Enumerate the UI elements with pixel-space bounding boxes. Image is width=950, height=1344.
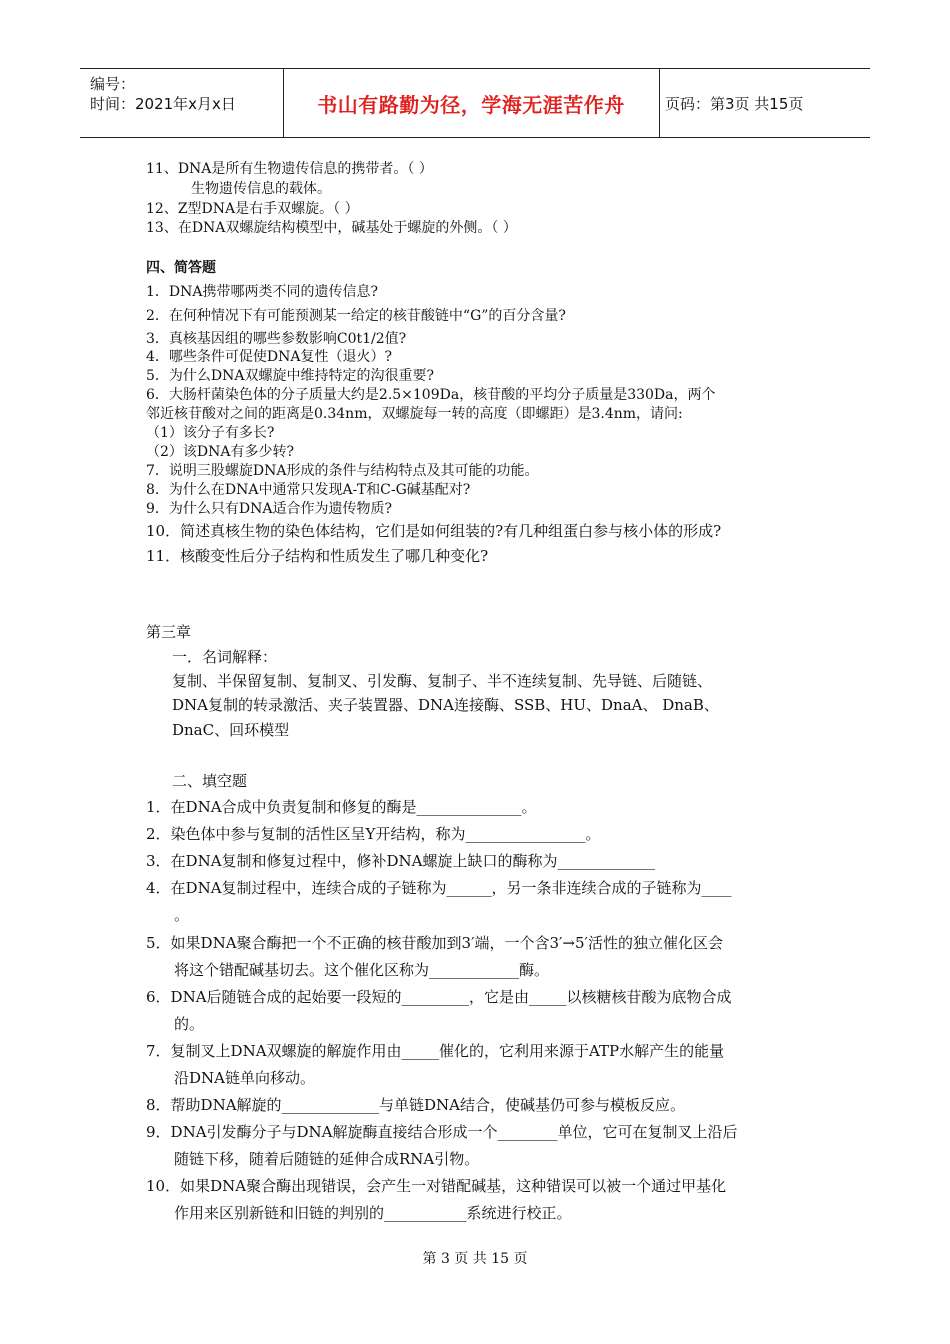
terms-line: DnaC、回环模型 — [172, 721, 290, 739]
fill-item: 8．帮助DNA解旋的_____________与单链DNA结合，使碱基仍可参与模板反应。 — [146, 1096, 686, 1114]
fill-item: 10．如果DNA聚合酶出现错误，会产生一对错配碱基，这种错误可以被一个通过甲基化 — [146, 1177, 727, 1195]
sa-item: 7．说明三股螺旋DNA形成的条件与结构特点及其可能的功能。 — [146, 463, 539, 479]
sa-item: 1．DNA携带哪两类不同的遗传信息? — [146, 284, 378, 300]
date-text: 时间：2021年x月x日 — [90, 95, 236, 113]
header-motto: 书山有路勤为径，学海无涯苦作舟 — [283, 69, 660, 137]
fill-item-cont: 的。 — [174, 1015, 205, 1033]
sa-item: （2）该DNA有多少转? — [146, 444, 294, 460]
page-header — [80, 68, 870, 138]
header-meta — [80, 69, 284, 137]
header-page-info: 页码：第3页 共15页 — [665, 94, 804, 113]
tf-item-11: 11、DNA是所有生物遗传信息的携带者。（ ） — [146, 161, 433, 177]
tf-item-11-cont: 生物遗传信息的载体。 — [191, 181, 331, 197]
fill-item-cont: 。 — [174, 906, 190, 924]
fill-item: 6．DNA后随链合成的起始要一段短的_________，它是由_____以核糖核苷酸为底物合成 — [146, 988, 732, 1006]
code-label: 编号： — [90, 75, 136, 93]
short-answer-heading: 四、简答题 — [146, 260, 216, 276]
fill-item-cont: 沿DNA链单向移动。 — [174, 1069, 315, 1087]
terms-heading: 一．名词解释： — [172, 648, 278, 666]
fill-item: 2．染色体中参与复制的活性区呈Y开结构，称为________________。 — [146, 825, 601, 843]
tf-item-13: 13、在DNA双螺旋结构模型中，碱基处于螺旋的外侧。（ ） — [146, 220, 517, 236]
fill-item: 3．在DNA复制和修复过程中，修补DNA螺旋上缺口的酶称为_____________ — [146, 852, 656, 870]
sa-item: 4．哪些条件可促使DNA复性（退火）? — [146, 349, 392, 365]
fill-item-cont: 将这个错配碱基切去。这个催化区称为____________酶。 — [174, 961, 550, 979]
fill-heading: 二、填空题 — [172, 772, 248, 790]
fill-item: 4．在DNA复制过程中，连续合成的子链称为______，另一条非连续合成的子链称为____ — [146, 879, 732, 897]
fill-item: 1．在DNA合成中负责复制和修复的酶是______________。 — [146, 798, 537, 816]
fill-item: 5．如果DNA聚合酶把一个不正确的核苷酸加到3′端，一个含3′→5′活性的独立催化区会 — [146, 934, 723, 952]
fill-item: 7．复制叉上DNA双螺旋的解旋作用由_____催化的，它利用来源于ATP水解产生的能量 — [146, 1042, 725, 1060]
fill-item: 9．DNA引发酶分子与DNA解旋酶直接结合形成一个________单位，它可在复制叉上沿后 — [146, 1123, 738, 1141]
page-footer: 第 3 页 共 15 页 — [422, 1251, 528, 1267]
sa-item: 8．为什么在DNA中通常只发现A-T和C-G碱基配对? — [146, 482, 471, 498]
sa-item: 6．大肠杆菌染色体的分子质量大约是2.5×109Da，核苷酸的平均分子质量是330Da，两个 — [146, 387, 716, 403]
fill-item-cont: 作用来区别新链和旧链的判别的___________系统进行校正。 — [174, 1204, 572, 1222]
terms-line: DNA复制的转录激活、夹子装置器、DNA连接酶、SSB、HU、DnaA、 DnaB、 — [172, 696, 719, 714]
sa-item: （1）该分子有多长? — [146, 425, 275, 441]
sa-item: 10．简述真核生物的染色体结构，它们是如何组装的?有几种组蛋白参与核小体的形成? — [146, 522, 722, 540]
sa-item: 2．在何种情况下有可能预测某一给定的核苷酸链中“G”的百分含量? — [146, 308, 566, 324]
sa-item: 3．真核基因组的哪些参数影响C0t1/2值? — [146, 331, 407, 347]
sa-item: 邻近核苷酸对之间的距离是0.34nm，双螺旋每一转的高度（即螺距）是3.4nm，请问: — [146, 406, 683, 422]
fill-item-cont: 随链下移，随着后随链的延伸合成RNA引物。 — [174, 1150, 480, 1168]
tf-item-12: 12、Z型DNA是右手双螺旋。（ ） — [146, 201, 359, 217]
chapter-title: 第三章 — [146, 623, 192, 641]
sa-item: 9．为什么只有DNA适合作为遗传物质? — [146, 501, 392, 517]
sa-item: 5．为什么DNA双螺旋中维持特定的沟很重要? — [146, 368, 434, 384]
sa-item: 11．核酸变性后分子结构和性质发生了哪几种变化? — [146, 547, 489, 565]
terms-line: 复制、半保留复制、复制叉、引发酶、复制子、半不连续复制、先导链、后随链、 — [172, 672, 713, 690]
